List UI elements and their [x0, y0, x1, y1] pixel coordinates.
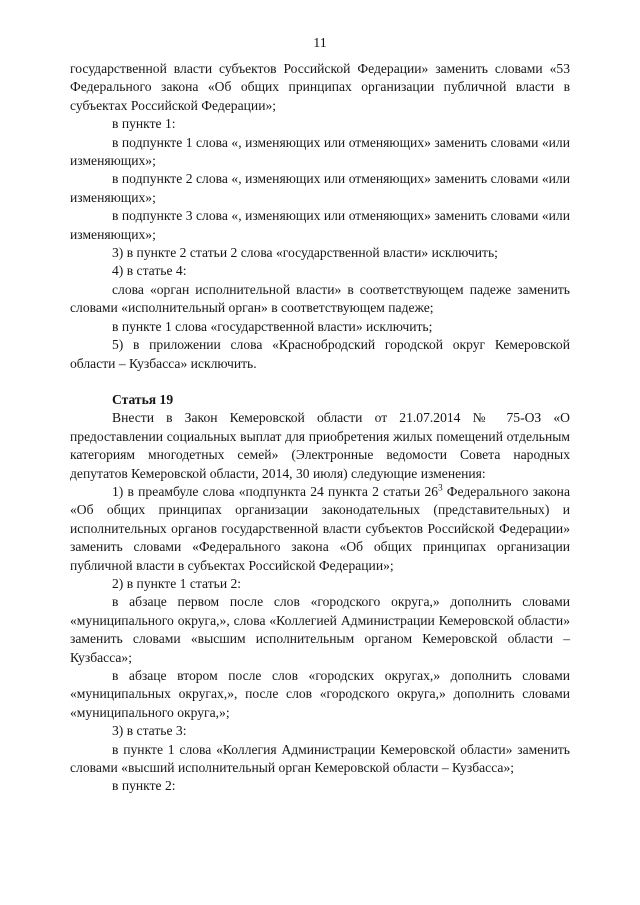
text-run: 1) в преамбуле слова «подпункта 24 пункта 2 статьи 26: [112, 483, 439, 499]
paragraph: [70, 483, 570, 575]
paragraph: в абзаце первом после слов «городского округа,» дополнить словами «муниципального округа,», слова «Коллегией Администрации Кемеровской области» заменить словами «высшим исполнительным органом Кемеровской области – Кузбасса»;: [70, 594, 570, 665]
paragraph: в абзаце втором после слов «городских округах,» дополнить словами «муниципальных округах,», после слов «городского округа,» дополнить словами «муниципального округа,»;: [70, 668, 570, 720]
paragraph: в подпункте 1 слова «, изменяющих или отменяющих» заменить словами «или изменяющих»;: [70, 134, 570, 169]
paragraph: 2) в пункте 1 статьи 2:: [112, 575, 242, 591]
document-body: [70, 60, 570, 796]
paragraph: в подпункте 2 слова «, изменяющих или отменяющих» заменить словами «или изменяющих»;: [70, 171, 570, 205]
text-run: Федерального закона «Об общих принципах организации законодательных (представительных) и исполнительных органов государственной власти субъектов Российской Федерации» заменить словами «Федерального закона «Об общих принципах организации публичной власти в субъектах Российской Федерации»;: [70, 483, 570, 573]
paragraph: в пункте 1:: [112, 116, 176, 132]
paragraph: в пункте 1 слова «государственной власти» исключить;: [112, 318, 433, 334]
spacer: [70, 373, 570, 391]
paragraph: Внести в Закон Кемеровской области от 21.07.2014 № 75-ОЗ «О предоставлении социальных выплат для приобретения жилых помещений отдельным категориям многодетных семей» (Электронные ведомости Совета народных депутатов Кемеровской области, 2014, 30 июля) следующие изменения:: [70, 410, 570, 481]
paragraph: в пункте 1 слова «Коллегия Администрации Кемеровской области» заменить словами «высший исполнительный орган Кемеровской области – Кузбасса»;: [70, 741, 570, 776]
article-heading: Статья 19: [112, 391, 174, 407]
paragraph: 3) в статье 3:: [112, 723, 187, 739]
paragraph: слова «орган исполнительной власти» в соответствующем падеже заменить словами «исполнительный орган» в соответствующем падеже;: [70, 281, 570, 316]
paragraph: 3) в пункте 2 статьи 2 слова «государственной власти» исключить;: [112, 245, 498, 261]
page-number: 11: [313, 36, 327, 51]
paragraph: в пункте 2:: [112, 778, 176, 794]
paragraph: 5) в приложении слова «Краснобродский городской округ Кемеровской области – Кузбасса» исключить.: [70, 337, 570, 371]
paragraph: в подпункте 3 слова «, изменяющих или отменяющих» заменить словами «или изменяющих»;: [70, 208, 570, 242]
paragraph: 4) в статье 4:: [112, 263, 187, 279]
paragraph: государственной власти субъектов Российской Федерации» заменить словами «53 Федерального закона «Об общих принципах организации публичной власти в субъектах Российской Федерации»;: [70, 61, 570, 113]
superscript: 3: [438, 482, 443, 493]
